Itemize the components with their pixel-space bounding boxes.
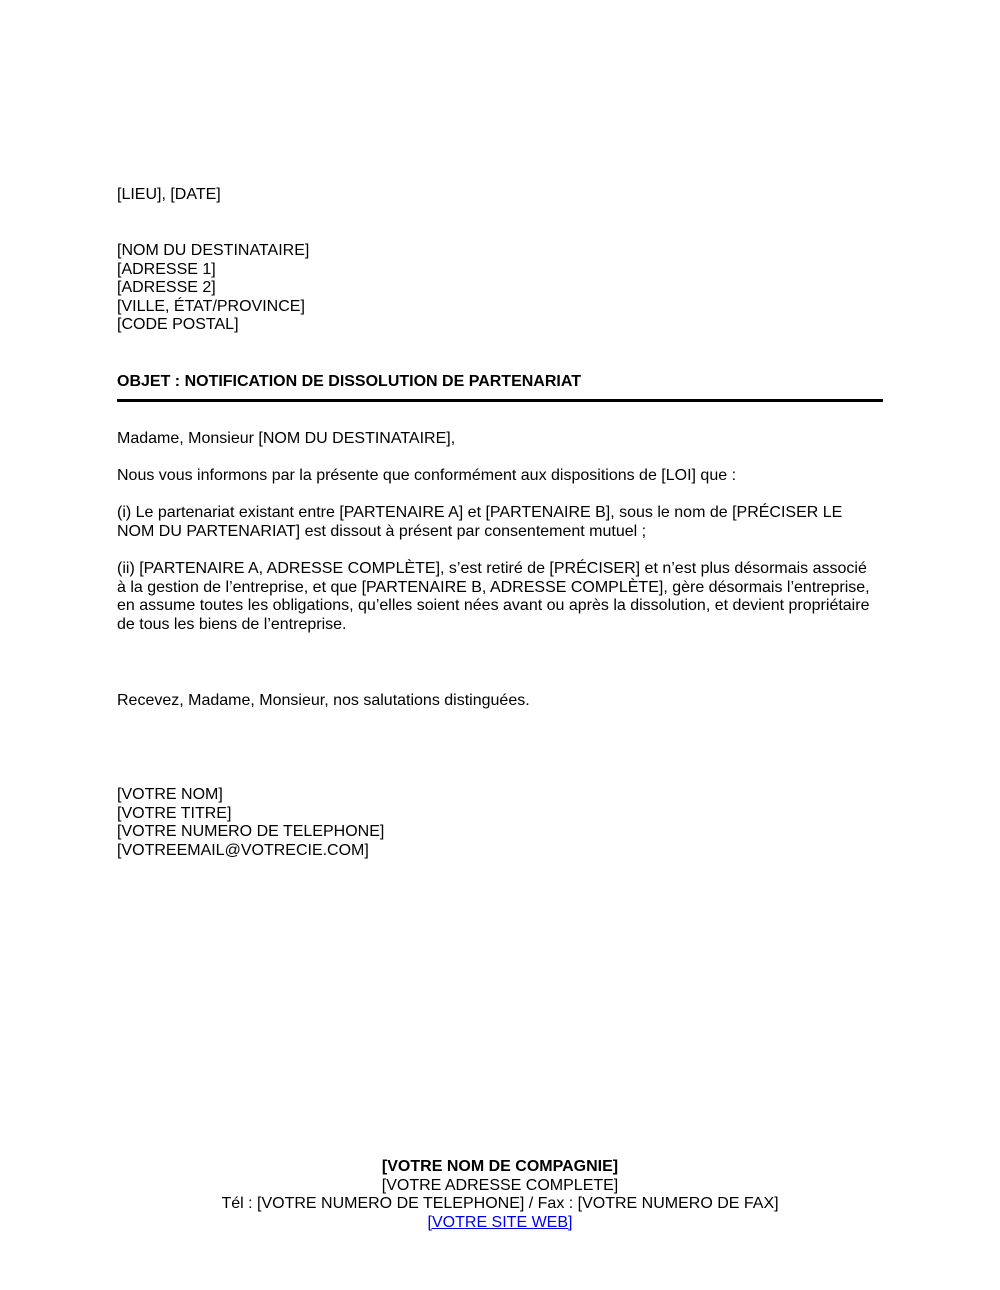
clause-1-paragraph <box>117 504 877 541</box>
salutation-text: Madame, Monsieur [NOM DU DESTINATAIRE], <box>117 430 456 447</box>
subject-text: OBJET : NOTIFICATION DE DISSOLUTION DE PARTENARIAT <box>117 373 581 390</box>
recipient-address-2: [ADRESSE 2] <box>117 279 216 296</box>
clause-2-paragraph <box>117 560 877 634</box>
salutation <box>117 430 883 449</box>
footer-address: [VOTRE ADRESSE COMPLETE] <box>381 1176 619 1194</box>
footer-company-name: [VOTRE NOM DE COMPAGNIE] <box>381 1158 619 1175</box>
subject-divider <box>117 399 883 402</box>
signature-name: [VOTRE NOM] <box>117 786 223 803</box>
closing-text: Recevez, Madame, Monsieur, nos salutations distinguées. <box>117 692 530 709</box>
recipient-address-1: [ADRESSE 1] <box>117 260 216 278</box>
signature-block <box>117 786 883 860</box>
signature-email: [VOTREEMAIL@VOTRECIE.COM] <box>117 841 369 859</box>
recipient-city-state: [VILLE, ÉTAT/PROVINCE] <box>117 297 305 315</box>
recipient-address <box>117 242 883 335</box>
recipient-name: [NOM DU DESTINATAIRE] <box>117 242 310 259</box>
clause-2-text: (ii) [PARTENAIRE A, ADRESSE COMPLÈTE], s’est retiré de [PRÉCISER] et n’est plus désormais associé à la gestion de l’entreprise, et que [PARTENAIRE B, ADRESSE COMPLÈTE], gère désormais l’entreprise, en assume toutes les obligations, qu’elles soient nées avant ou après la dissolution, et devient propriétaire de tous les biens de l’entreprise. <box>117 560 870 633</box>
recipient-postal-code: [CODE POSTAL] <box>117 316 239 333</box>
signature-phone: [VOTRE NUMERO DE TELEPHONE] <box>117 823 385 840</box>
footer-website-link[interactable]: [VOTRE SITE WEB] <box>427 1213 573 1231</box>
footer-contact: Tél : [VOTRE NUMERO DE TELEPHONE] / Fax : [VOTRE NUMERO DE FAX] <box>221 1195 779 1212</box>
place-date-text: [LIEU], [DATE] <box>117 186 221 203</box>
intro-text: Nous vous informons par la présente que conformément aux dispositions de [LOI] que : <box>117 467 737 484</box>
closing <box>117 692 883 711</box>
signature-title: [VOTRE TITRE] <box>117 804 232 822</box>
letterhead-footer <box>0 1158 1000 1232</box>
place-date <box>117 186 883 205</box>
subject-line <box>117 373 883 392</box>
intro-paragraph <box>117 467 883 486</box>
clause-1-text: (i) Le partenariat existant entre [PARTENAIRE A] et [PARTENAIRE B], sous le nom de [PRÉCISER LE NOM DU PARTENARIAT] est dissout à présent par consentement mutuel ; <box>117 504 843 540</box>
